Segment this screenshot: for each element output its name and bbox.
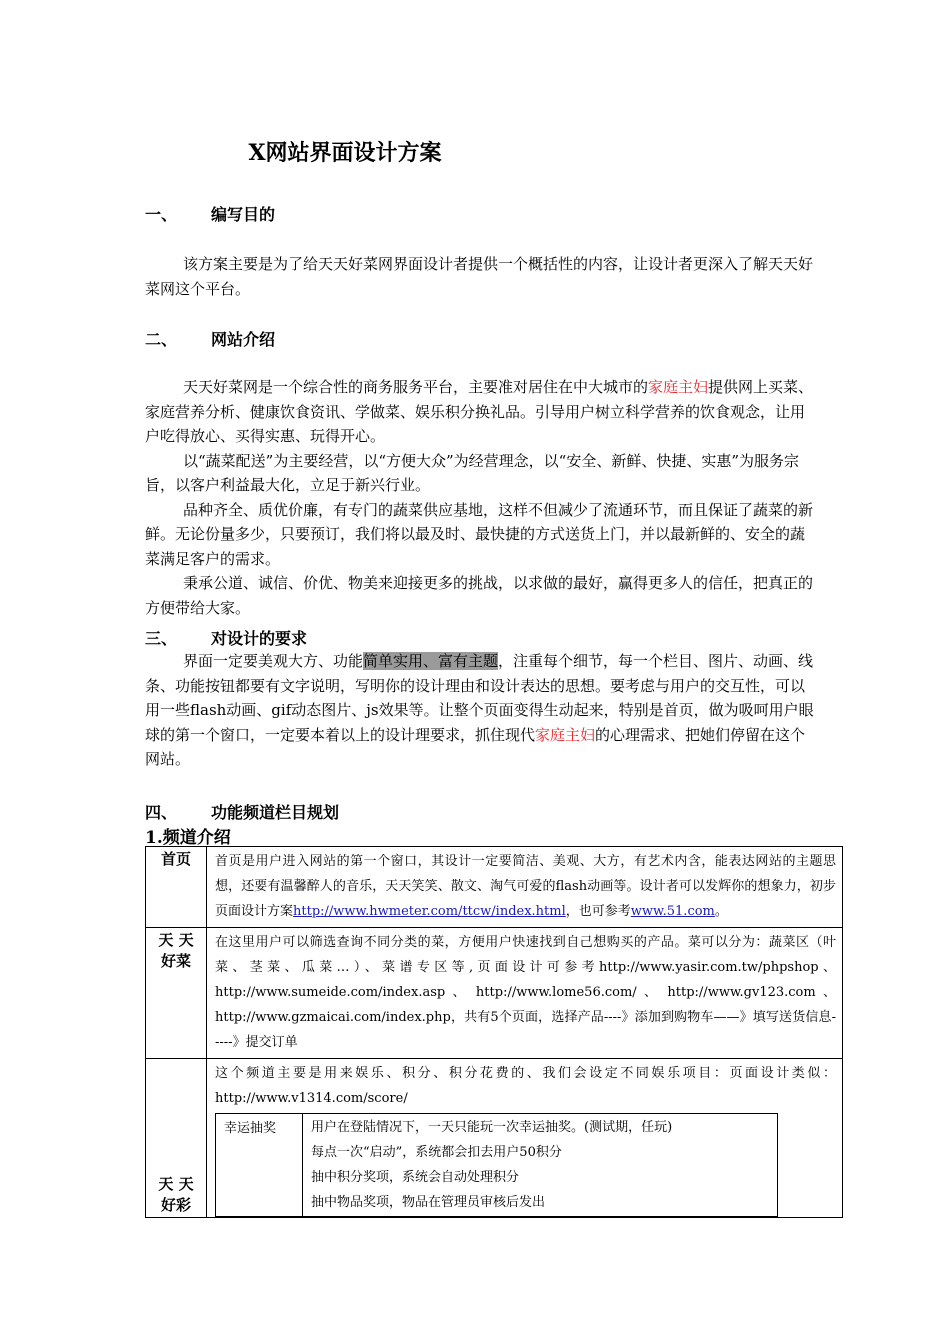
- rule-line: 抽中物品奖项，物品在管理员审核后发出: [311, 1195, 546, 1210]
- label-line: 好彩: [160, 1196, 191, 1214]
- paragraph-purpose: 该方案主要是为了给天天好菜网界面设计者提供一个概括性的内容，让设计者更深入了解天天好菜网这个平台。: [145, 255, 814, 298]
- label-line: 天 天: [158, 931, 194, 949]
- section-number: 二、: [145, 330, 178, 349]
- table-row-lottery: [146, 1059, 843, 1218]
- section-title: 编写目的: [211, 205, 276, 224]
- section-number: 三、: [145, 629, 178, 648]
- description-text: 这个频道主要是用来娱乐、积分、积分花费的、我们会设定不同娱乐项目：页面设计类似：http://www.v1314.com/score/: [215, 1066, 836, 1106]
- label-line: 天 天: [158, 1175, 194, 1193]
- 51-link[interactable]: www.51.com: [630, 904, 715, 919]
- section-number: 一、: [145, 205, 178, 224]
- intro-text: 提供网上买菜、家庭营养分析、健康饮食资讯、学做菜、娱乐积分换礼品。引导用户树立科学营养的饮食观念，让用户吃得放心、买得实惠、玩得开心。: [145, 378, 814, 445]
- intro-text: 天天好菜网是一个综合性的商务服务平台，主要准对居住在中大城市的: [183, 378, 649, 396]
- req-text: ，注重每个细节，每一个栏目、图片、动画、线条、功能按钮都要有文字说明，写明你的设计理由和设计表达的思想。要考虑与用户的交互性，可以用一些flash动画、gif动态图片、js效果等。让整个页面变得生动起来，特别是首页，做为吸呵用户眼球的第一个窗口，一定要本着以上的设计理要求，抓住现代: [145, 652, 814, 744]
- description-text: 首页是用户进入网站的第一个窗口，其设计一定要简洁、美观、大方，有艺术内含，能表达网站的主题思想，还要有温馨醉人的音乐，天天笑笑、散文、淘气可爱的flash动画等。设计者可以发辉你的想象力，初步页面设计方案: [215, 854, 836, 919]
- section-title: 功能频道栏目规划: [211, 803, 340, 822]
- channel-table: [145, 846, 843, 1218]
- row-label: 首页: [146, 847, 207, 928]
- intro-paragraph-4: 秉承公道、诚信、价优、物美来迎接更多的挑战，以求做的最好，赢得更多人的信任，把真正的方便带给大家。: [145, 574, 814, 617]
- section-title: 对设计的要求: [211, 629, 308, 648]
- table-row-good-dishes: [146, 928, 843, 1059]
- highlight-housewife: 家庭主妇: [535, 725, 596, 744]
- req-text: 界面一定要美观大方、功能: [183, 652, 364, 670]
- lucky-draw-rules: [303, 1114, 778, 1217]
- design-requirements-paragraph: [145, 649, 815, 772]
- rule-line: 用户在登陆情况下，一天只能玩一次幸运抽奖。(测试期，任玩): [311, 1120, 673, 1135]
- section-heading-1: [145, 202, 275, 225]
- highlight-simple-practical: 简单实用、富有主题: [363, 652, 499, 670]
- intro-paragraph-1: [145, 375, 815, 449]
- section-heading-3: [145, 626, 307, 649]
- section-heading-4: [145, 800, 339, 823]
- lottery-subtable: [215, 1113, 778, 1217]
- section-title: 网站介绍: [211, 330, 276, 349]
- row-label: [146, 1059, 207, 1218]
- label-line: 好菜: [160, 952, 191, 970]
- rule-line: 每点一次“启动”，系统都会扣去用户50积分: [311, 1145, 562, 1160]
- hwmeter-link[interactable]: http://www.hwmeter.com/ttcw/index.html: [293, 904, 566, 919]
- intro-paragraph-2: 以“蔬菜配送”为主要经营，以“方便大众”为经营理念，以“安全、新鲜、快捷、实惠”为服务宗旨，以客户利益最大化，立足于新兴行业。: [145, 451, 800, 494]
- section-heading-2: [145, 327, 275, 350]
- row-label: [146, 928, 207, 1059]
- intro-block: [145, 375, 815, 620]
- row-description: [207, 1059, 843, 1218]
- description-text: ，也可参考: [565, 904, 631, 919]
- subsection-title: 1.频道介绍: [145, 828, 231, 848]
- intro-paragraph-3: 品种齐全、质优价廉，有专门的蔬菜供应基地，这样不但减少了流通环节，而且保证了蔬菜的新鲜。无论份量多少，只要预订，我们将以最及时、最快捷的方式送货上门，并以最新鲜的、安全的蔬菜满足客户的需求。: [145, 500, 814, 568]
- page-title: X网站界面设计方案: [248, 140, 442, 166]
- req-text: 的心理需求、把她们停留在这个网站。: [145, 725, 806, 768]
- description-text: 。: [714, 904, 728, 919]
- rule-line: 抽中积分奖项，系统会自动处理积分: [311, 1170, 520, 1185]
- row-description: [207, 847, 843, 928]
- lucky-draw-label: 幸运抽奖: [216, 1114, 303, 1217]
- table-row-homepage: [146, 847, 843, 928]
- highlight-housewife: 家庭主妇: [648, 378, 709, 396]
- subtable-row: [216, 1114, 778, 1217]
- section-number: 四、: [145, 803, 178, 822]
- row-description: 在这里用户可以筛选查询不同分类的菜，方便用户快速找到自己想购买的产品。菜可以分为：蔬菜区（叶菜、茎菜、瓜菜…）、菜谱专区等,页面设计可参考http://www.yasir.com.tw/phpshop、http://www.sumeide.com/index.asp 、 http://www.lome56.com/ 、 http://www.gv123.com 、 http://www.gzmaicai.com/index.php，共有5个页面，选择产品----》添加到购物车——》填写送货信息-----》提交订单: [207, 928, 843, 1059]
